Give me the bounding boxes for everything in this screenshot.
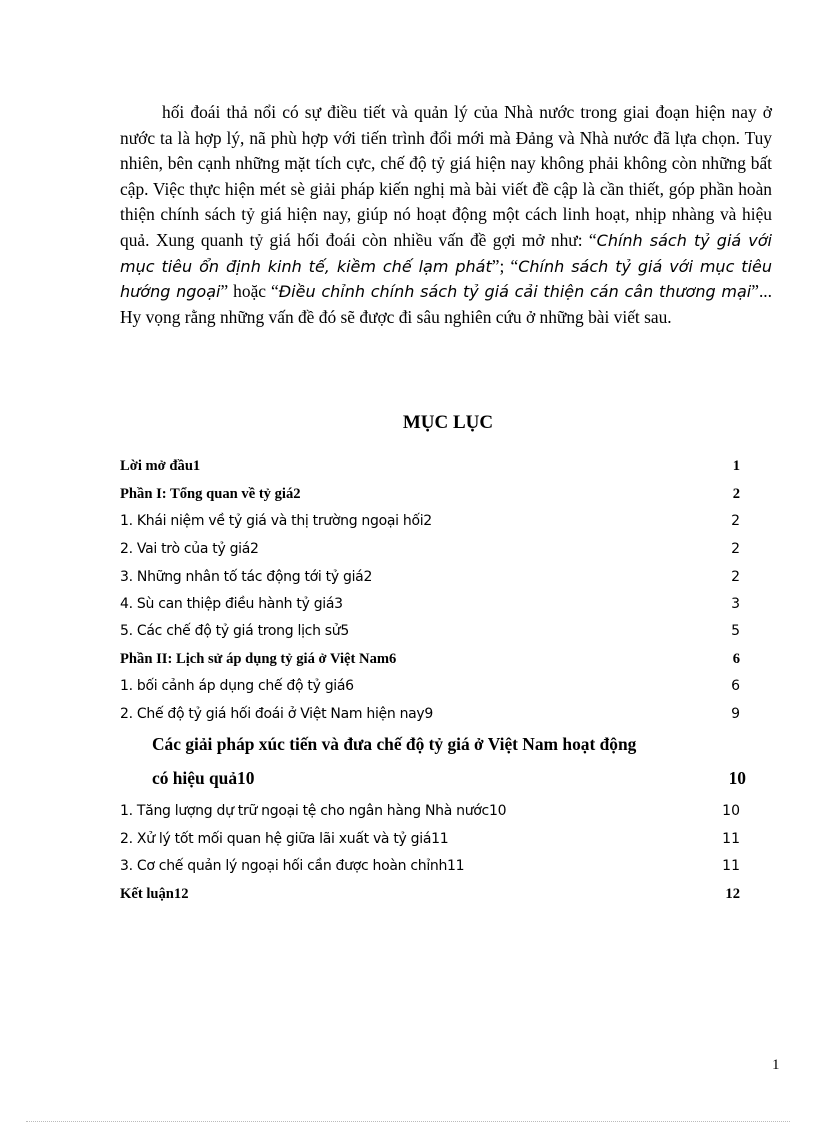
toc-entry-page: 2 (732, 486, 740, 502)
page-bottom-divider (26, 1121, 790, 1122)
page-number: 1 (772, 1057, 780, 1073)
toc-entry-label: Phần I: Tổng quan về tỷ giá2 (120, 486, 301, 502)
toc-entry-page: 6 (731, 678, 740, 694)
text-segment: ”... Hy vọng rằng những vấn đề đó sẽ được đi sâu nghiên cứu ở những bài viết sau. (120, 281, 772, 327)
italic-quote: Điều chỉnh chính sách tỷ giá cải thiện cán cân thương mại (278, 282, 752, 302)
toc-entry-label: Lời mở đầu1 (120, 458, 201, 474)
toc-entry-label: Kết luận12 (120, 886, 189, 902)
toc-entry[interactable] (120, 569, 740, 591)
toc-entry-part-1[interactable] (120, 486, 740, 508)
toc-entry-label: 3. Những nhân tố tác động tới tỷ giá2 (120, 569, 373, 585)
toc-entry-label: 2. Vai trò của tỷ giá2 (120, 541, 259, 557)
toc-entry-label: Phần II: Lịch sử áp dụng tỷ giá ở Việt Nam6 (120, 651, 397, 667)
toc-entry-page: 5 (731, 623, 740, 639)
toc-entry-page: 1 (732, 458, 740, 474)
text-segment: hối đoái thả nổi có sự điều tiết và quản lý của Nhà nước trong giai đoạn hiện nay ở nước ta là hợp lý, nã phù hợp với tiến trình đổi mới mà Đảng và Nhà nước đã lựa chọn. Tuy nhiên, bên cạnh những mặt tích cực, chế độ tỷ giá hiện nay không phải không còn những bất cập. Việc thực hiện mét sè giải pháp kiến nghị mà bài viết đề cập là cần thiết, góp phần hoàn thiện chính sách tỷ giá hiện nay, giúp nó hoạt động một cách linh hoạt, nhịp nhàng và hiệu quả. Xung quanh tỷ giá hối đoái còn nhiều vấn đề gợi mở như: “ (120, 102, 772, 250)
toc-entry-part-3[interactable] (120, 768, 746, 794)
toc-entry-label: 5. Các chế độ tỷ giá trong lịch sử5 (120, 623, 349, 639)
toc-entry-page: 10 (722, 803, 740, 819)
toc-entry[interactable] (120, 541, 740, 563)
italic-quote: Chính sách tỷ giá với mục tiêu ổn định kinh tế, kiềm chế lạm phát (120, 230, 772, 276)
body-paragraph (120, 100, 772, 330)
toc-entry-label: 2. Chế độ tỷ giá hối đoái ở Việt Nam hiện nay9 (120, 706, 434, 722)
toc-entry[interactable] (120, 623, 740, 645)
toc-entry-label: 2. Xử lý tốt mối quan hệ giữa lãi xuất và tỷ giá11 (120, 831, 449, 847)
toc-entry-label: 3. Cơ chế quản lý ngoại hối cần được hoàn chỉnh11 (120, 858, 465, 874)
toc-entry[interactable] (120, 513, 740, 535)
toc-entry[interactable] (120, 706, 740, 728)
toc-entry[interactable] (120, 858, 740, 880)
toc-entry-part-3-line1[interactable]: Các giải pháp xúc tiến và đưa chế độ tỷ giá ở Việt Nam hoạt động (152, 734, 637, 754)
toc-entry-page: 12 (725, 886, 740, 902)
italic-quote: Chính sách tỷ giá với mục tiêu hướng ngoại (120, 256, 772, 302)
toc-entry-label: 1. Tăng lượng dự trữ ngoại tệ cho ngân hàng Nhà nước10 (120, 803, 507, 819)
toc-entry[interactable] (120, 596, 740, 618)
toc-entry-introduction[interactable] (120, 458, 740, 480)
toc-entry[interactable] (120, 831, 740, 853)
toc-entry-label: 1. Khái niệm về tỷ giá và thị trường ngoại hối2 (120, 513, 432, 529)
toc-entry-page: 2 (731, 541, 740, 557)
toc-entry-part-2[interactable] (120, 651, 740, 673)
toc-entry-page: 6 (732, 651, 740, 667)
toc-entry-page: 9 (731, 706, 740, 722)
toc-entry-page: 10 (728, 768, 746, 788)
toc-entry-label: 4. Sù can thiệp điều hành tỷ giá3 (120, 596, 343, 612)
toc-entry-label: 1. bối cảnh áp dụng chế độ tỷ giá6 (120, 678, 354, 694)
toc-entry-page: 2 (731, 513, 740, 529)
text-segment: ”; “ (491, 255, 519, 276)
toc-entry[interactable] (120, 678, 740, 700)
toc-entry-label: có hiệu quả10 (152, 768, 255, 788)
toc-entry-page: 11 (722, 831, 740, 847)
toc-entry[interactable] (120, 803, 740, 825)
text-segment: ” hoặc “ (220, 281, 279, 302)
toc-entry-page: 11 (722, 858, 740, 874)
toc-entry-conclusion[interactable] (120, 886, 740, 908)
toc-title: MỤC LỤC (402, 412, 494, 433)
toc-entry-page: 3 (731, 596, 740, 612)
toc-entry-page: 2 (731, 569, 740, 585)
